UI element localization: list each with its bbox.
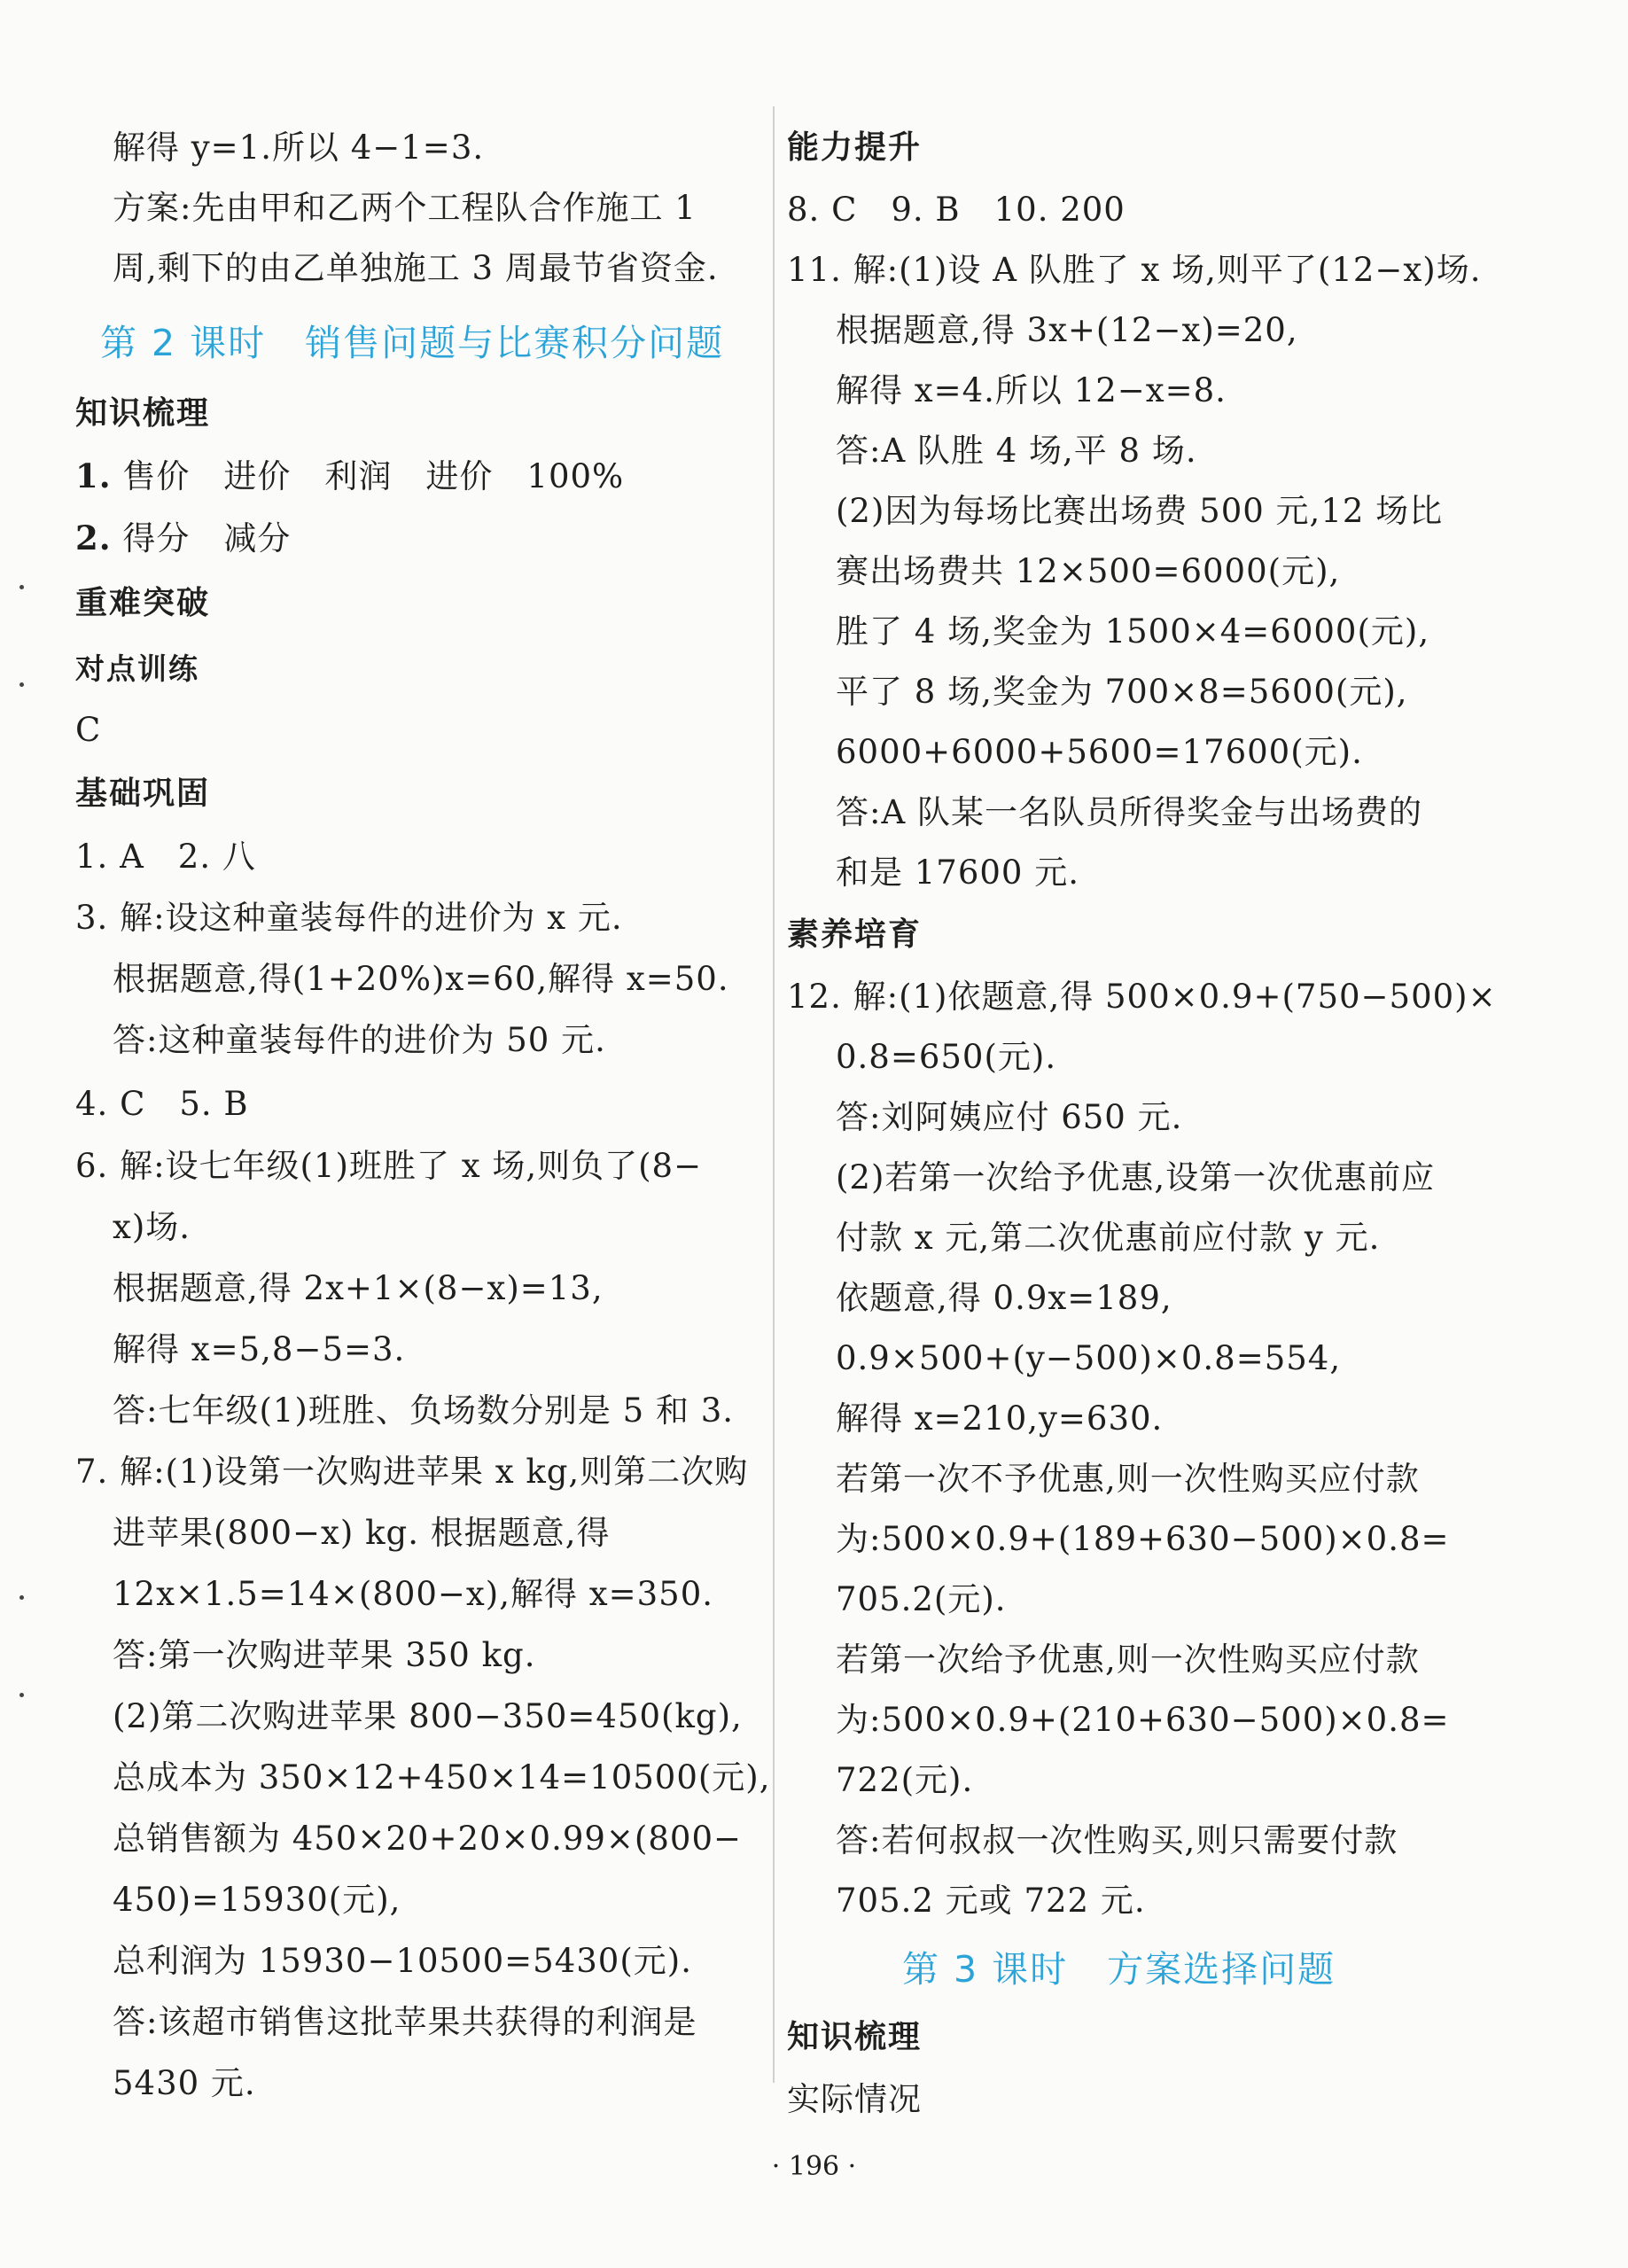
- lesson-2-title: [100, 319, 724, 367]
- answer-line: 答:第一次购进苹果 350 kg.: [113, 1636, 536, 1674]
- answer-line: 赛出场费共 12×500=6000(元),: [836, 552, 1341, 590]
- answer-line: 4. C 5. B: [75, 1085, 249, 1123]
- answer-line: 6. 解:设七年级(1)班胜了 x 场,则负了(8−: [75, 1147, 703, 1185]
- answer-line: 0.8=650(元).: [836, 1038, 1057, 1076]
- lesson-name: 方案选择问题: [1107, 1948, 1336, 1991]
- answer-line: 答:这种童装每件的进价为 50 元.: [113, 1021, 606, 1059]
- answer-line: 705.2 元或 722 元.: [836, 1882, 1146, 1920]
- answer-line: 8. C 9. B 10. 200: [787, 191, 1126, 229]
- answer-line: 6000+6000+5600=17600(元).: [836, 733, 1363, 771]
- answer-line: x)场.: [113, 1208, 191, 1246]
- answer-line: [75, 455, 624, 498]
- margin-mark: [19, 1693, 24, 1697]
- answer-line: 总利润为 15930−10500=5430(元).: [113, 1942, 692, 1980]
- answer-line: 答:七年级(1)班胜、负场数分别是 5 和 3.: [113, 1391, 735, 1430]
- answer-line: 12x×1.5=14×(800−x),解得 x=350.: [113, 1575, 714, 1613]
- answer-line: 根据题意,得(1+20%)x=60,解得 x=50.: [113, 960, 729, 998]
- lesson-name: 销售问题与比赛积分问题: [305, 322, 725, 364]
- answer-line: 根据题意,得 2x+1×(8−x)=13,: [113, 1269, 604, 1307]
- answer-line: 5430 元.: [113, 2064, 256, 2102]
- answer-line: 付款 x 元,第二次优惠前应付款 y 元.: [836, 1219, 1381, 1257]
- answer-line: (2)若第一次给予优惠,设第一次优惠前应: [836, 1158, 1436, 1196]
- answer-line: 总成本为 350×12+450×14=10500(元),: [113, 1758, 771, 1796]
- answer-line: 7. 解:(1)设第一次购进苹果 x kg,则第二次购: [75, 1453, 749, 1491]
- answer-line: 722(元).: [836, 1761, 974, 1799]
- answer-line: 和是 17600 元.: [836, 853, 1079, 892]
- section-heading: 能力提升: [787, 129, 923, 166]
- answer-line: 若第一次不予优惠,则一次性购买应付款: [836, 1460, 1420, 1498]
- item-text: 售价 进价 利润 进价 100%: [122, 457, 625, 495]
- answer-line: 450)=15930(元),: [113, 1881, 401, 1919]
- page-number: · 196 ·: [771, 2151, 857, 2182]
- answer-line: [75, 517, 291, 560]
- answer-line: 平了 8 场,奖金为 700×8=5600(元),: [836, 673, 1408, 711]
- margin-mark: [19, 585, 24, 589]
- answer-line: (2)第二次购进苹果 800−350=450(kg),: [113, 1697, 743, 1735]
- answer-line: 解得 x=210,y=630.: [836, 1399, 1164, 1438]
- item-number: 1.: [75, 456, 112, 495]
- text-line: 周,剩下的由乙单独施工 3 周最节省资金.: [113, 249, 719, 287]
- answer-line: 进苹果(800−x) kg. 根据题意,得: [113, 1514, 611, 1552]
- margin-mark: [19, 682, 24, 687]
- sub-heading: 对点训练: [75, 651, 199, 686]
- section-heading: 基础巩固: [75, 775, 211, 812]
- margin-mark: [19, 1595, 24, 1600]
- lesson-3-title: [902, 1945, 1336, 1993]
- answer-line: (2)因为每场比赛出场费 500 元,12 场比: [836, 492, 1444, 530]
- answer-line: 答:该超市销售这批苹果共获得的利润是: [113, 2003, 697, 2041]
- item-number: 2.: [75, 518, 112, 557]
- answer-line: 依题意,得 0.9x=189,: [836, 1279, 1172, 1317]
- answer-line: 答:若何叔叔一次性购买,则只需要付款: [836, 1821, 1398, 1859]
- answer-line: 胜了 4 场,奖金为 1500×4=6000(元),: [836, 612, 1430, 651]
- answer-line: 答:A 队某一名队员所得奖金与出场费的: [836, 793, 1422, 831]
- lesson-number: 第 2 课时: [100, 322, 267, 364]
- answer-line: 根据题意,得 3x+(12−x)=20,: [836, 311, 1298, 349]
- answer-line: 若第一次给予优惠,则一次性购买应付款: [836, 1641, 1420, 1679]
- answer-line: 12. 解:(1)依题意,得 500×0.9+(750−500)×: [787, 978, 1497, 1016]
- answer-line: 0.9×500+(y−500)×0.8=554,: [836, 1339, 1342, 1377]
- answer-line: 为:500×0.9+(210+630−500)×0.8=: [836, 1701, 1450, 1739]
- answer-line: 实际情况: [787, 2080, 922, 2118]
- answer-line: 705.2(元).: [836, 1580, 1007, 1618]
- section-heading: 知识梳理: [75, 395, 211, 432]
- answer-line: 1. A 2. 八: [75, 838, 256, 876]
- answer-line: 解得 x=5,8−5=3.: [113, 1330, 406, 1368]
- item-text: 得分 减分: [122, 519, 292, 557]
- answer-line: 总销售额为 450×20+20×0.99×(800−: [113, 1820, 742, 1858]
- section-heading: 知识梳理: [787, 2019, 923, 2055]
- answer-line: 3. 解:设这种童装每件的进价为 x 元.: [75, 899, 623, 937]
- column-divider: [773, 106, 775, 2083]
- answer-line: C: [75, 711, 102, 749]
- text-line: 方案:先由甲和乙两个工程队合作施工 1: [113, 189, 697, 227]
- answer-line: 11. 解:(1)设 A 队胜了 x 场,则平了(12−x)场.: [787, 251, 1482, 289]
- answer-line: 答:A 队胜 4 场,平 8 场.: [836, 432, 1197, 470]
- answer-line: 解得 x=4.所以 12−x=8.: [836, 371, 1227, 409]
- section-heading: 重难突破: [75, 585, 211, 621]
- text-line: 解得 y=1.所以 4−1=3.: [113, 129, 485, 167]
- section-heading: 素养培育: [787, 916, 923, 953]
- answer-line: 为:500×0.9+(189+630−500)×0.8=: [836, 1520, 1450, 1558]
- answer-line: 答:刘阿姨应付 650 元.: [836, 1098, 1183, 1136]
- lesson-number: 第 3 课时: [902, 1948, 1069, 1991]
